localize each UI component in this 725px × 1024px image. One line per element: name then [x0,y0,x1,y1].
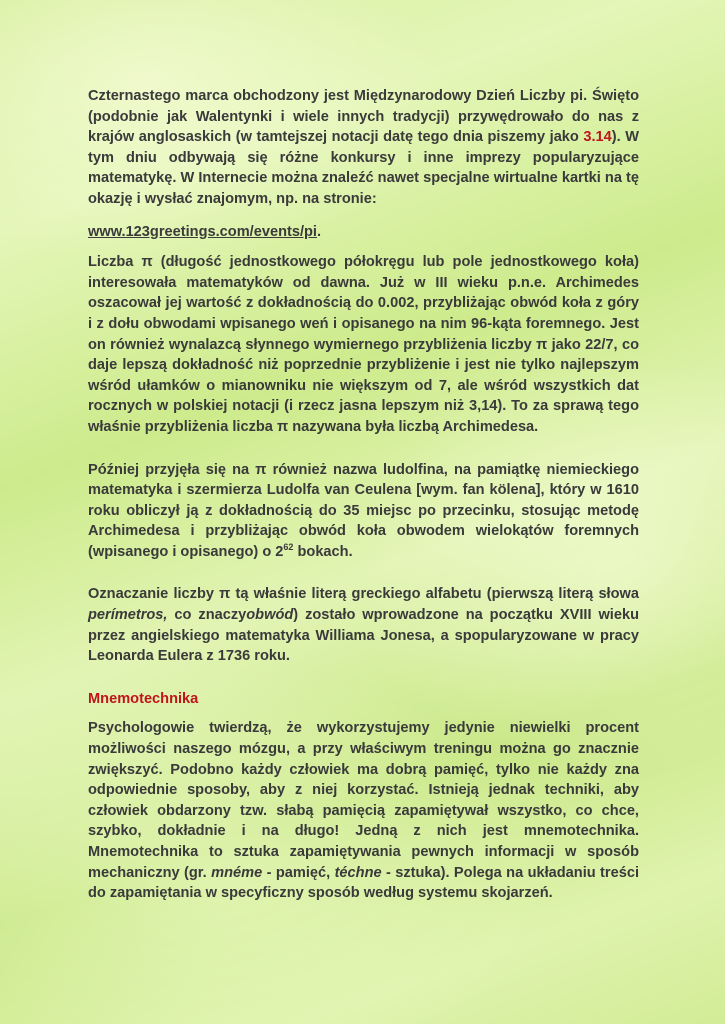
mnemo-text-b: - pamięć, [262,864,335,881]
greetings-link[interactable]: www.123greetings.com/events/pi [88,223,317,240]
symbol-italic-perimetros: perímetros, [88,607,168,624]
mnemo-italic-techne: téchne [334,864,382,881]
mnemo-text-c: - sztuka). Polega na układaniu treści do zapamiętania w specyficzny sposób według systemu skojarzeń. [88,864,639,902]
paragraph-archimedes: Liczba π (długość jednostkowego półokręgu lub pole jednostkowego koła) interesowała matematyków od dawna. Już w III wieku p.n.e. Archimedes oszacował jej wartość z dokładnością do 0.002, przybliżając obwód koła z góry i z dołu obwodami wpisanego weń i opisanego na nim 96-kąta foremnego. Jest on również wynalazcą słynnego wymiernego przybliżenia liczby π jako 22/7, co daje lepszą dokładność niż poprzednie przybliżenie i jest nie tylko najlepszym wśród ułamków o mianowniku nie większym od 7, ale wśród wszystkich dat rocznych w polskiej notacji (i rzecz jasna lepszym niż 3,14). To za sprawą tego właśnie przybliżenia liczba π nazywana była liczbą Archimedesa. [88,254,639,435]
symbol-text-a: Oznaczanie liczby π tą właśnie literą greckiego alfabetu (pierwszą literą słowa [88,586,639,603]
paragraph-mnemotechnika [88,718,639,903]
symbol-text-b: co znaczy [167,607,247,624]
link-period: . [316,223,322,240]
ludolfina-text-b: bokach. [293,543,353,560]
section-heading-mnemotechnika: Mnemotechnika [88,690,199,707]
paragraph-symbol-origin [88,584,639,666]
pi-day-text-b: ). W tym dniu odbywają się różne konkursy i inne imprezy popularyzujące matematykę. W Internecie można znaleźć nawet specjalne wirtualne kartki na tę okazję i wysłać znajomym, np. na stronie: [88,129,639,207]
ludolfina-text-a: Później przyjęła się na π również nazwa ludolfina, na pamiątkę niemieckiego matematyka i szermierza Ludolfa van Ceulena [wym. fan kölena], który w 1610 roku obliczył ją z dokładnością do 35 miejsc po przecinku, stosując metodę Archimedesa i przybliżając obwód koła obwodem wielokątów foremnych (wpisanego i opisanego) o 2 [88,461,639,560]
paragraph-pi-day [88,86,639,210]
mnemo-text-a: Psychologowie twierdzą, że wykorzystujemy jedynie niewielki procent możliwości naszego mózgu, a przy właściwym treningu można go znacznie zwiększyć. Podobno każdy człowiek ma dobrą pamięć, tylko nie każdy zna odpowiednie sposoby, aby z niej korzystać. Istnieją jednak techniki, aby człowiek obdarzony tzw. słabą pamięcią zapamiętywał wszystko, co chce, szybko, dokładnie i na długo! Jedną z nich jest mnemotechnika. Mnemotechnika to sztuka zapamiętywania pewnych informacji w sposób mechaniczny (gr. [88,720,639,881]
document-page [88,86,639,904]
mnemo-italic-mneme: mnéme [211,864,263,881]
pi-day-text-a: Czternastego marca obchodzony jest Międzynarodowy Dzień Liczby pi. Święto (podobnie jak Walentynki i wiele innych tradycji) przywędrowało do nas z krajów anglosaskich (w tamtejszej notacji datę tego dnia piszemy jako [88,88,639,146]
symbol-italic-obwod: obwód [246,607,294,624]
paragraph-ludolfina [88,460,639,563]
symbol-text-c: ) zostało wprowadzone na początku XVIII wieku przez angielskiego matematyka Williama Jonesa, a spopularyzowane w pracy Leonarda Eulera z 1736 roku. [88,607,639,665]
exponent: 62 [283,541,294,552]
paragraph-link [88,222,639,243]
pi-day-date: 3.14 [583,129,612,146]
